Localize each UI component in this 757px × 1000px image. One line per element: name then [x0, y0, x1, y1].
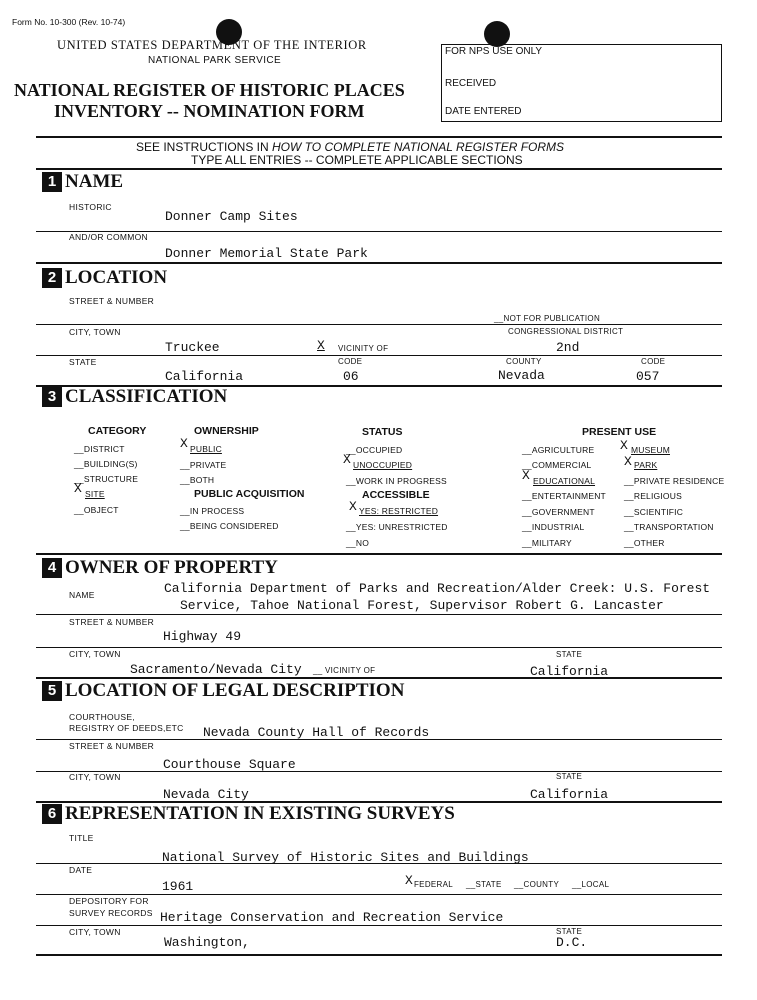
ownership-public: PUBLIC — [190, 444, 222, 454]
section-title: REPRESENTATION IN EXISTING SURVEYS — [65, 803, 455, 824]
use-museum: MUSEUM — [631, 445, 670, 455]
service-name: NATIONAL PARK SERVICE — [148, 55, 282, 66]
category-structure: __STRUCTURE — [74, 474, 139, 484]
ownership-both: __BOTH — [180, 475, 215, 485]
depository-city-label: CITY, TOWN — [69, 927, 121, 937]
federal-check: X — [405, 873, 413, 888]
legal-street-label: STREET & NUMBER — [69, 741, 155, 751]
survey-local: __LOCAL — [572, 880, 610, 889]
congressional-district: 2nd — [556, 340, 580, 355]
historic-label: HISTORIC — [69, 202, 112, 212]
divider — [36, 925, 722, 926]
being-considered: __BEING CONSIDERED — [180, 521, 279, 531]
legal-street: Courthouse Square — [163, 757, 296, 772]
divider — [36, 262, 722, 264]
accessible-heading: ACCESSIBLE — [362, 489, 430, 501]
status-work-in-progress: __WORK IN PROGRESS — [346, 476, 447, 486]
use-scientific: __SCIENTIFIC — [624, 507, 684, 517]
courthouse-value: Nevada County Hall of Records — [203, 725, 430, 740]
section-number: 4 — [42, 558, 62, 578]
depository-value: Heritage Conservation and Recreation Service — [160, 910, 504, 925]
received-label: RECEIVED — [445, 78, 497, 89]
county-code-label: CODE — [641, 357, 666, 366]
instructions-line2: TYPE ALL ENTRIES -- COMPLETE APPLICABLE SECTIONS — [191, 153, 523, 167]
owner-name-label: NAME — [69, 590, 95, 600]
section-2-header — [42, 268, 167, 288]
survey-date-label: DATE — [69, 865, 93, 875]
category-building: __BUILDING(S) — [74, 459, 138, 469]
in-process: __IN PROCESS — [180, 506, 245, 516]
instructions-line1: SEE INSTRUCTIONS IN HOW TO COMPLETE NATIONAL REGISTER FORMS — [136, 140, 565, 154]
survey-state: __STATE — [466, 880, 502, 889]
use-industrial: __INDUSTRIAL — [522, 522, 585, 532]
owner-vicinity: __ VICINITY OF — [313, 666, 376, 675]
use-agriculture: __AGRICULTURE — [522, 445, 595, 455]
use-government: __GOVERNMENT — [522, 507, 595, 517]
status-occupied: __OCCUPIED — [346, 445, 403, 455]
owner-city-label: CITY, TOWN — [69, 649, 121, 659]
code-label: CODE — [338, 357, 363, 366]
date-entered-label: DATE ENTERED — [445, 106, 522, 117]
category-district: __DISTRICT — [74, 444, 125, 454]
owner-state-label: STATE — [556, 650, 583, 659]
use-other: __OTHER — [624, 538, 665, 548]
museum-check: X — [620, 438, 628, 453]
congressional-district-label: CONGRESSIONAL DISTRICT — [508, 327, 624, 336]
depository-label-2: SURVEY RECORDS — [69, 908, 153, 918]
owner-name-line2: Service, Tahoe National Forest, Supervisor Robert G. Lancaster — [180, 598, 664, 613]
status-unoccupied: UNOCCUPIED — [353, 460, 413, 470]
city-label: CITY, TOWN — [69, 327, 121, 337]
park-check: X — [624, 454, 632, 469]
accessible-no: __NO — [346, 538, 370, 548]
category-heading: CATEGORY — [88, 425, 147, 437]
owner-street-label: STREET & NUMBER — [69, 617, 155, 627]
owner-name-line1: California Department of Parks and Recreation/Alder Creek: U.S. Forest — [164, 581, 711, 596]
site-check: X — [74, 481, 82, 496]
survey-title: National Survey of Historic Sites and Buildings — [162, 850, 529, 865]
depository-label-1: DEPOSITORY FOR — [69, 896, 149, 906]
use-commercial: __COMMERCIAL — [522, 460, 592, 470]
divider — [36, 894, 722, 895]
section-number: 2 — [42, 268, 62, 288]
city-value: Truckee — [165, 340, 220, 355]
survey-title-label: TITLE — [69, 833, 94, 843]
public-check: X — [180, 436, 188, 451]
section-number: 5 — [42, 681, 62, 701]
survey-date: 1961 — [162, 879, 194, 894]
state-label: STATE — [69, 357, 97, 367]
vicinity-label: VICINITY OF — [338, 344, 389, 353]
use-educational: EDUCATIONAL — [533, 476, 596, 486]
divider — [36, 739, 722, 740]
nps-use-label: FOR NPS USE ONLY — [445, 46, 543, 57]
section-title: LOCATION — [65, 267, 168, 288]
survey-federal: FEDERAL — [414, 880, 453, 889]
ownership-private: __PRIVATE — [180, 460, 227, 470]
historic-name: Donner Camp Sites — [165, 209, 298, 224]
divider — [36, 136, 722, 138]
use-religious: __RELIGIOUS — [624, 491, 682, 501]
form-title-line2: INVENTORY -- NOMINATION FORM — [54, 101, 365, 121]
accessible-yes-unrestricted: __YES: UNRESTRICTED — [346, 522, 448, 532]
common-name-label: AND/OR COMMON — [69, 232, 148, 242]
depository-state: D.C. — [556, 935, 588, 950]
owner-city: Sacramento/Nevada City — [130, 662, 302, 677]
section-6-header — [42, 804, 455, 824]
section-4-header — [42, 558, 278, 578]
yes-restricted-check: X — [349, 499, 357, 514]
divider — [36, 553, 722, 555]
common-name: Donner Memorial State Park — [165, 246, 368, 261]
registry-label: REGISTRY OF DEEDS,ETC — [69, 723, 184, 733]
survey-county: __COUNTY — [514, 880, 560, 889]
unoccupied-check: X — [343, 452, 351, 467]
county-label: COUNTY — [506, 357, 542, 366]
county-code: 057 — [636, 369, 660, 384]
public-acquisition-heading: PUBLIC ACQUISITION — [194, 488, 305, 500]
department-name: UNITED STATES DEPARTMENT OF THE INTERIOR — [57, 38, 367, 52]
legal-state: California — [530, 787, 609, 802]
section-3-header — [42, 387, 227, 407]
county-value: Nevada — [498, 368, 545, 383]
vicinity-check: X — [317, 338, 325, 353]
owner-state: California — [530, 664, 609, 679]
section-number: 3 — [42, 387, 62, 407]
section-title: CLASSIFICATION — [65, 386, 228, 407]
use-private-residence: __PRIVATE RESIDENCE — [624, 476, 725, 486]
divider — [36, 614, 722, 615]
divider — [36, 355, 722, 356]
section-title: OWNER OF PROPERTY — [65, 557, 278, 578]
divider — [36, 771, 722, 772]
depository-state-label: STATE — [556, 927, 583, 936]
owner-street: Highway 49 — [163, 629, 242, 644]
category-object: __OBJECT — [74, 505, 119, 515]
section-number: 6 — [42, 804, 62, 824]
section-5-header — [42, 681, 404, 701]
use-military: __MILITARY — [522, 538, 572, 548]
not-for-publication: __NOT FOR PUBLICATION — [494, 314, 601, 323]
section-title: NAME — [65, 171, 124, 192]
ownership-heading: OWNERSHIP — [194, 425, 259, 437]
divider — [36, 647, 722, 648]
use-park: PARK — [634, 460, 658, 470]
courthouse-label: COURTHOUSE, — [69, 712, 135, 722]
legal-city-label: CITY, TOWN — [69, 772, 121, 782]
divider — [36, 863, 722, 864]
section-number: 1 — [42, 172, 62, 192]
depository-city: Washington, — [164, 935, 250, 950]
present-use-heading: PRESENT USE — [582, 426, 657, 438]
divider — [36, 168, 722, 170]
category-site: SITE — [85, 489, 105, 499]
use-transportation: __TRANSPORTATION — [624, 522, 714, 532]
educational-check: X — [522, 468, 530, 483]
legal-city: Nevada City — [163, 787, 249, 802]
state-value: California — [165, 369, 244, 384]
section-title: LOCATION OF LEGAL DESCRIPTION — [65, 680, 405, 701]
divider — [36, 324, 722, 325]
section-1-header — [42, 172, 123, 192]
form-number: Form No. 10-300 (Rev. 10-74) — [12, 17, 126, 27]
divider — [36, 677, 722, 679]
legal-state-label: STATE — [556, 772, 583, 781]
divider — [36, 954, 722, 956]
use-entertainment: __ENTERTAINMENT — [522, 491, 606, 501]
state-code: 06 — [343, 369, 359, 384]
accessible-yes-restricted: YES: RESTRICTED — [359, 506, 439, 516]
street-label: STREET & NUMBER — [69, 296, 155, 306]
form-title-line1: NATIONAL REGISTER OF HISTORIC PLACES — [14, 80, 405, 100]
status-heading: STATUS — [362, 426, 403, 438]
